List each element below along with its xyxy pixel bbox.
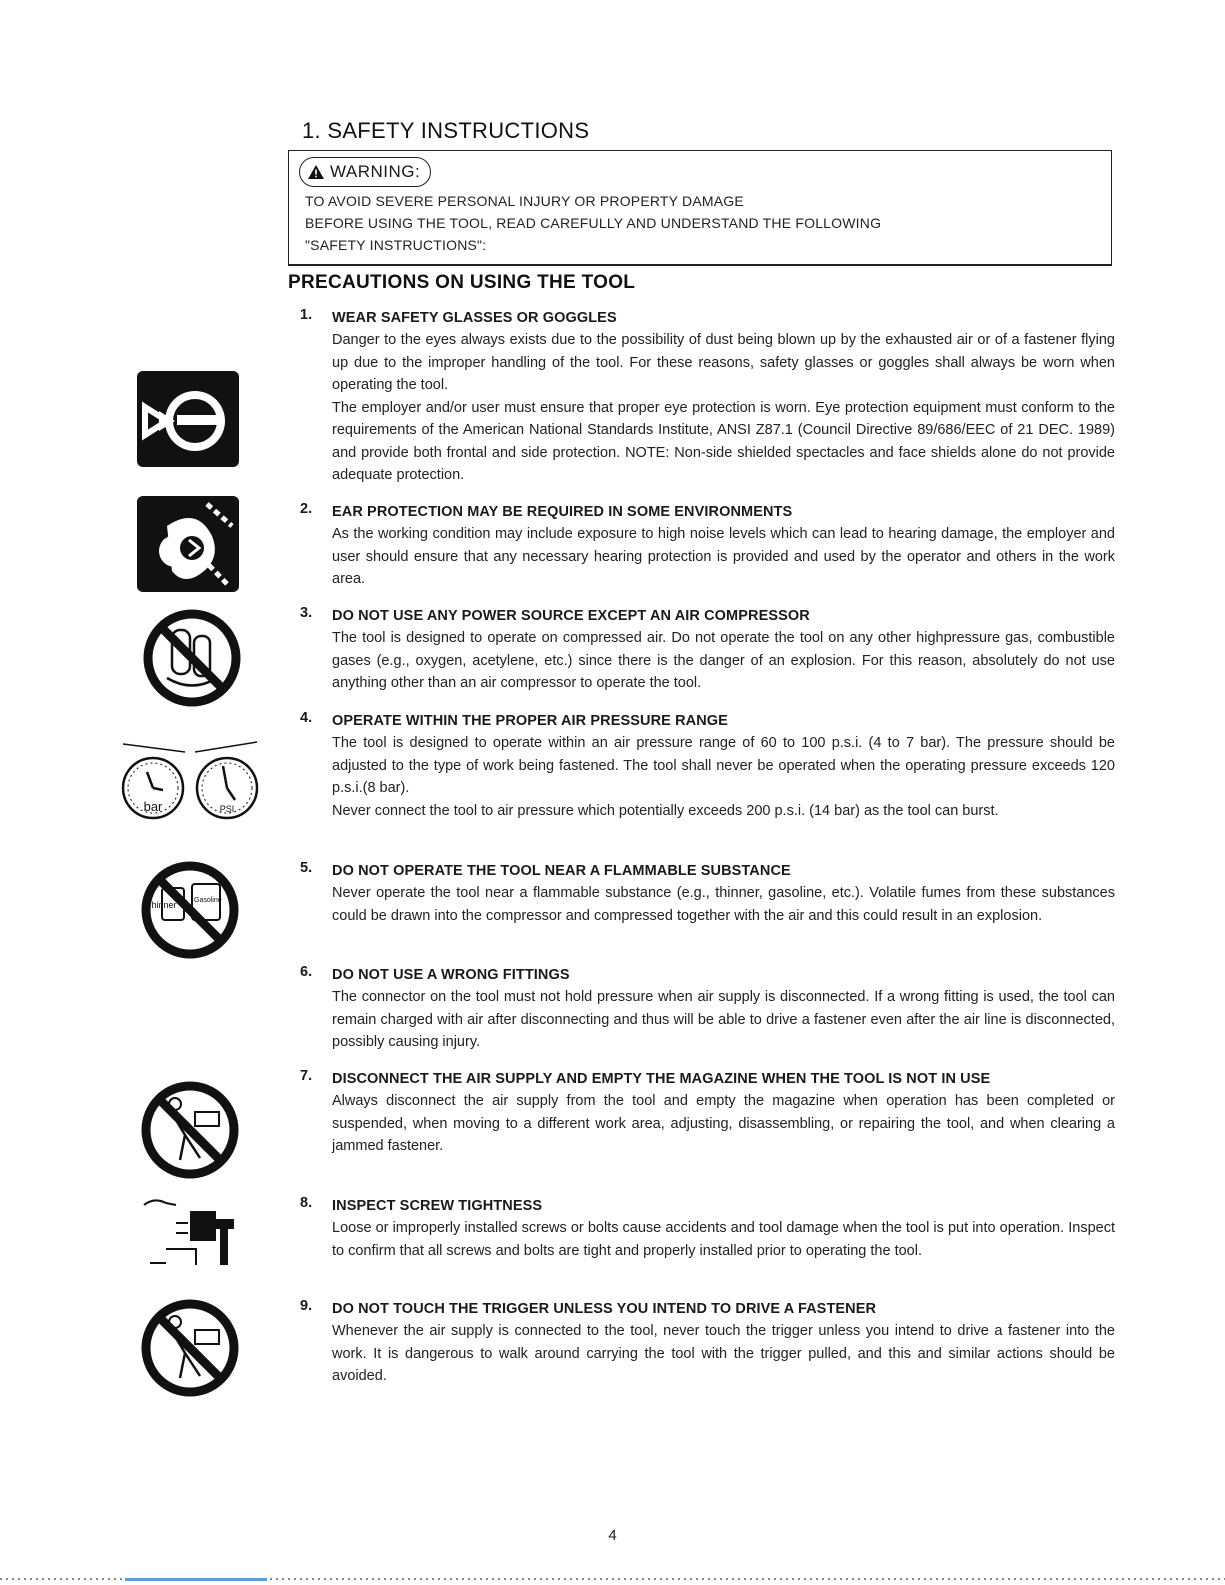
item-number: 1.: [300, 307, 313, 323]
gauge-bar-label: bar: [143, 799, 163, 814]
ear-protection-icon: [137, 496, 239, 592]
precaution-item-1: [300, 307, 1115, 487]
precaution-item-2: [300, 501, 1115, 591]
no-trigger-touch-icon: [140, 1298, 240, 1398]
warning-box: [288, 150, 1112, 266]
item-body: The tool is designed to operate within an air pressure range of 60 to 100 p.s.i. (4 to 7 bar). The pressure should be adjusted to the type of work being fastened. The tool shall never be operated when the operating pressure exceeds 120 p.s.i.(8 bar). Never connect the tool to air pressure which potentially exceeds 200 p.s.i. (14 bar) as the tool can burst.: [332, 735, 1115, 819]
item-heading: INSPECT SCREW TIGHTNESS: [332, 1198, 543, 1214]
warning-triangle-icon: [308, 165, 324, 179]
gauge-psi-label: PSI: [219, 804, 235, 814]
item-heading: DO NOT USE ANY POWER SOURCE EXCEPT AN AIR COMPRESSOR: [332, 608, 810, 624]
item-body: Whenever the air supply is connected to the tool, never touch the trigger unless you intend to drive a fastener into the work. It is dangerous to walk around carrying the tool with the trigger pulled, and this and similar actions should be avoided.: [332, 1323, 1115, 1384]
item-body: As the working condition may include exposure to high noise levels which can lead to hearing damage, the employer and user should ensure that any necessary hearing protection is provided and used by the operator and others in the work area.: [332, 526, 1115, 587]
item-number: 4.: [300, 710, 313, 726]
safety-glasses-icon: [137, 371, 239, 467]
item-number: 7.: [300, 1068, 313, 1084]
section-title: 1. SAFETY INSTRUCTIONS: [302, 118, 590, 143]
precaution-item-3: [300, 605, 1115, 695]
screw-tightness-icon: [136, 1193, 246, 1273]
item-heading: WEAR SAFETY GLASSES OR GOGGLES: [332, 310, 617, 326]
precaution-item-5: [300, 860, 1115, 927]
item-body: The connector on the tool must not hold pressure when air supply is disconnected. If a wrong fitting is used, the tool can remain charged with air after disconnecting and thus will be able to drive a fastener even after the air line is disconnected, possibly causing injury.: [332, 989, 1115, 1050]
no-gas-cylinder-icon: [142, 608, 242, 708]
precaution-item-4: [300, 710, 1115, 822]
item-heading: DO NOT OPERATE THE TOOL NEAR A FLAMMABLE SUBSTANCE: [332, 863, 791, 879]
item-number: 8.: [300, 1195, 313, 1211]
no-flammable-icon: [140, 860, 240, 960]
warning-badge: [299, 157, 431, 187]
item-heading: DO NOT USE A WRONG FITTINGS: [332, 967, 570, 983]
warning-line-3: "SAFETY INSTRUCTIONS":: [305, 237, 487, 253]
item-body: Danger to the eyes always exists due to the possibility of dust being blown up by the exhausted air or of a fastener flying up due to the improper handling of the tool. For these reasons, safety glasses or goggles shall always be worn when operating the tool. The employer and/or user must ensure that proper eye protection is worn. Eye protection equipment must conform to the requirements of the American National Standards Institute, ANSI Z87.1 (Council Directive 89/686/EEC of 21 DEC. 1989) and provide both frontal and side protection. NOTE: Non-side shielded spectacles and face shields alone do not provide adequate protection.: [332, 332, 1115, 483]
item-heading: DO NOT TOUCH THE TRIGGER UNLESS YOU INTEND TO DRIVE A FASTENER: [332, 1301, 877, 1317]
precaution-item-6: [300, 964, 1115, 1054]
item-body: Never operate the tool near a flammable substance (e.g., thinner, gasoline, etc.). Volatile fumes from these substances could be drawn into the compressor and compressed together with the air and this could result in an explosion.: [332, 885, 1115, 924]
page-footer-accent: [125, 1578, 267, 1581]
no-carry-tool-icon: [140, 1080, 240, 1180]
warning-label: WARNING:: [330, 162, 421, 181]
item-number: 9.: [300, 1298, 313, 1314]
item-body: Loose or improperly installed screws or bolts cause accidents and tool damage when the tool is put into operation. Inspect to confirm that all screws and bolts are tight and properly installed prior to operating the tool.: [332, 1220, 1115, 1259]
page-number: 4: [608, 1527, 617, 1544]
precautions-heading: PRECAUTIONS ON USING THE TOOL: [288, 272, 636, 293]
item-number: 2.: [300, 501, 313, 517]
item-heading: DISCONNECT THE AIR SUPPLY AND EMPTY THE MAGAZINE WHEN THE TOOL IS NOT IN USE: [332, 1071, 991, 1087]
pressure-gauges-icon: [115, 738, 265, 830]
item-heading: OPERATE WITHIN THE PROPER AIR PRESSURE RANGE: [332, 713, 728, 729]
precaution-item-9: [300, 1298, 1115, 1388]
thinner-label: Thinner: [146, 900, 177, 910]
item-heading: EAR PROTECTION MAY BE REQUIRED IN SOME ENVIRONMENTS: [332, 504, 793, 520]
warning-line-1: TO AVOID SEVERE PERSONAL INJURY OR PROPERTY DAMAGE: [305, 193, 744, 209]
precaution-item-7: [300, 1068, 1115, 1158]
warning-line-2: BEFORE USING THE TOOL, READ CAREFULLY AND UNDERSTAND THE FOLLOWING: [305, 215, 882, 231]
item-number: 5.: [300, 860, 313, 876]
item-number: 3.: [300, 605, 313, 621]
gasoline-label: Gasoline: [194, 897, 222, 904]
item-body: Always disconnect the air supply from the tool and empty the magazine when operation has been completed or suspended, when moving to a different work area, adjusting, disassembling, or repairing the tool, and when clearing a jammed fastener.: [332, 1093, 1115, 1154]
item-body: The tool is designed to operate on compressed air. Do not operate the tool on any other highpressure gas, combustible gases (e.g., oxygen, acetylene, etc.) since there is the danger of an explosion. For this reason, absolutely do not use anything other than an air compressor to operate the tool.: [332, 630, 1115, 691]
precaution-item-8: [300, 1195, 1115, 1262]
item-number: 6.: [300, 964, 313, 980]
